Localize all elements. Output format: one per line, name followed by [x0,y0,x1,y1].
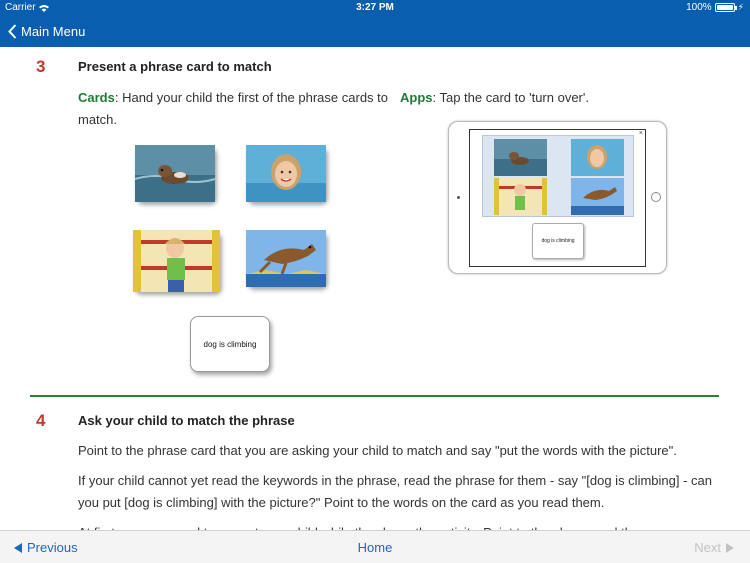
phrase-card: dog is climbing [190,316,270,372]
ipad-illustration [448,121,667,274]
mini-dog-climbing-image [571,178,624,215]
step4-paragraph-1: Point to the phrase card that you are asking your child to match and say "put the words with the picture". [78,443,677,458]
chevron-left-icon [8,24,17,39]
picture-card-dog-swimming [135,145,215,202]
dog-climbing-image [246,230,326,287]
status-bar [0,0,750,16]
battery-icon [715,3,735,12]
top-bar [0,0,750,47]
picture-card-girl-swimming [246,145,326,202]
mini-dog-swimming-image [494,139,547,176]
mini-phrase-card[interactable]: dog is climbing [532,223,584,259]
apps-instruction [400,87,720,109]
ipad-card-grid [482,135,634,217]
mini-card-girl-swimming [571,139,624,176]
next-label: Next [694,540,721,555]
content-scroll[interactable] [0,47,750,530]
apps-label: Apps [400,90,433,105]
mini-card-girl-climbing [494,178,547,215]
step4-paragraph-2: If your child cannot yet read the keywords in the phrase, read the phrase for them - say "[dog is climbing] - can you put [dog is climbing] with the picture?" Point to the words on the card as you read them. [78,473,712,510]
step-title: Present a phrase card to match [78,59,272,74]
mini-card-dog-swimming [494,139,547,176]
triangle-right-icon [726,543,734,553]
close-icon: × [638,130,643,137]
cards-instruction [78,87,396,131]
picture-card-girl-climbing [133,230,220,292]
cards-text: : Hand your child the first of the phrase cards to match. [78,90,388,127]
home-button[interactable]: Home [357,540,393,555]
ipad-home-button [651,192,661,202]
status-time: 3:27 PM [356,2,394,13]
main-menu-back-button[interactable] [8,20,85,42]
mini-girl-climbing-image [494,178,547,215]
step-number: 3 [36,57,46,76]
bottom-nav-bar [0,530,750,563]
ipad-camera [457,196,460,199]
battery-indicator [686,2,744,13]
step-number: 4 [36,411,46,430]
apps-text: : Tap the card to 'turn over'. [432,90,589,105]
girl-climbing-image [133,230,220,292]
girl-swimming-image [246,145,326,202]
dog-swimming-image [135,145,215,202]
cards-label: Cards [78,90,115,105]
previous-label: Previous [27,540,78,555]
charging-icon: ⚡ [737,2,744,12]
mini-card-dog-climbing [571,178,624,215]
next-button[interactable] [694,540,734,555]
picture-card-dog-climbing [246,230,326,287]
home-button-wrapper [0,540,750,555]
ipad-screen [469,129,646,267]
battery-percent: 100% [686,2,712,13]
mini-girl-swimming-image [571,139,624,176]
section-divider [30,395,719,397]
back-label: Main Menu [21,23,86,39]
step-title: Ask your child to match the phrase [78,413,295,428]
carrier-label: Carrier [5,2,36,13]
